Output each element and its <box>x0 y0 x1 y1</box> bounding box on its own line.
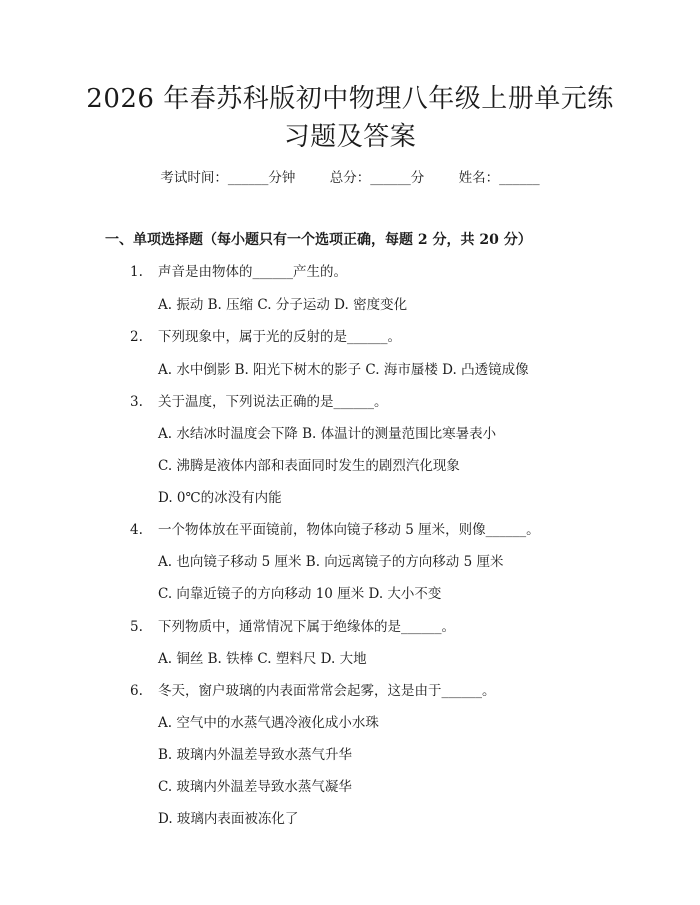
question-number: 3. <box>130 394 143 410</box>
question-options: A. 水结冰时温度会下降 B. 体温计的测量范围比寒暑表小 <box>158 426 497 442</box>
question-options: C. 向靠近镜子的方向移动 10 厘米 D. 大小不变 <box>158 586 442 602</box>
question-options: D. 玻璃内表面被冻化了 <box>158 811 299 827</box>
question-number: 6. <box>130 683 143 699</box>
question-number: 4. <box>130 522 143 538</box>
question-number: 2. <box>130 329 143 345</box>
question-options: A. 水中倒影 B. 阳光下树木的影子 C. 海市蜃楼 D. 凸透镜成像 <box>158 362 529 378</box>
question-stem <box>130 327 401 347</box>
question-options: A. 铜丝 B. 铁棒 C. 塑料尺 D. 大地 <box>158 651 367 667</box>
question-options: A. 空气中的水蒸气遇冷液化成小水珠 <box>158 715 379 731</box>
question-text: 下列现象中，属于光的反射的是______。 <box>158 329 401 345</box>
question-text: 下列物质中，通常情况下属于绝缘体的是______。 <box>158 619 455 635</box>
exam-time-label: 考试时间：______分钟 <box>160 170 296 186</box>
question-stem <box>130 392 388 412</box>
question-options: A. 也向镜子移动 5 厘米 B. 向远离镜子的方向移动 5 厘米 <box>158 554 504 570</box>
question-text: 关于温度，下列说法正确的是______。 <box>158 394 388 410</box>
exam-info <box>0 168 700 188</box>
question-options: B. 玻璃内外温差导致水蒸气升华 <box>158 747 353 763</box>
question-options: D. 0℃的冰没有内能 <box>158 490 282 506</box>
question-stem <box>130 520 540 540</box>
title-line-1: 2026 年春苏科版初中物理八年级上册单元练 <box>86 84 614 114</box>
question-stem <box>130 681 496 701</box>
total-score-label: 总分：______分 <box>329 170 425 186</box>
section-heading: 一、单项选择题（每小题只有一个选项正确，每题 2 分，共 20 分） <box>105 232 532 248</box>
question-text: 冬天，窗户玻璃的内表面常常会起雾，这是由于______。 <box>158 683 496 699</box>
student-name-label: 姓名：______ <box>458 170 540 186</box>
question-text: 一个物体放在平面镜前，物体向镜子移动 5 厘米，则像______。 <box>158 522 540 538</box>
question-options: C. 玻璃内外温差导致水蒸气凝华 <box>158 779 352 795</box>
document-title <box>80 80 620 156</box>
question-number: 1. <box>130 264 143 280</box>
title-line-2: 习题及答案 <box>283 122 417 152</box>
question-options: A. 振动 B. 压缩 C. 分子运动 D. 密度变化 <box>158 297 408 313</box>
question-stem <box>130 617 455 637</box>
question-number: 5. <box>130 619 143 635</box>
question-options: C. 沸腾是液体内部和表面同时发生的剧烈汽化现象 <box>158 458 460 474</box>
question-text: 声音是由物体的______产生的。 <box>158 264 347 280</box>
question-stem <box>130 262 347 282</box>
